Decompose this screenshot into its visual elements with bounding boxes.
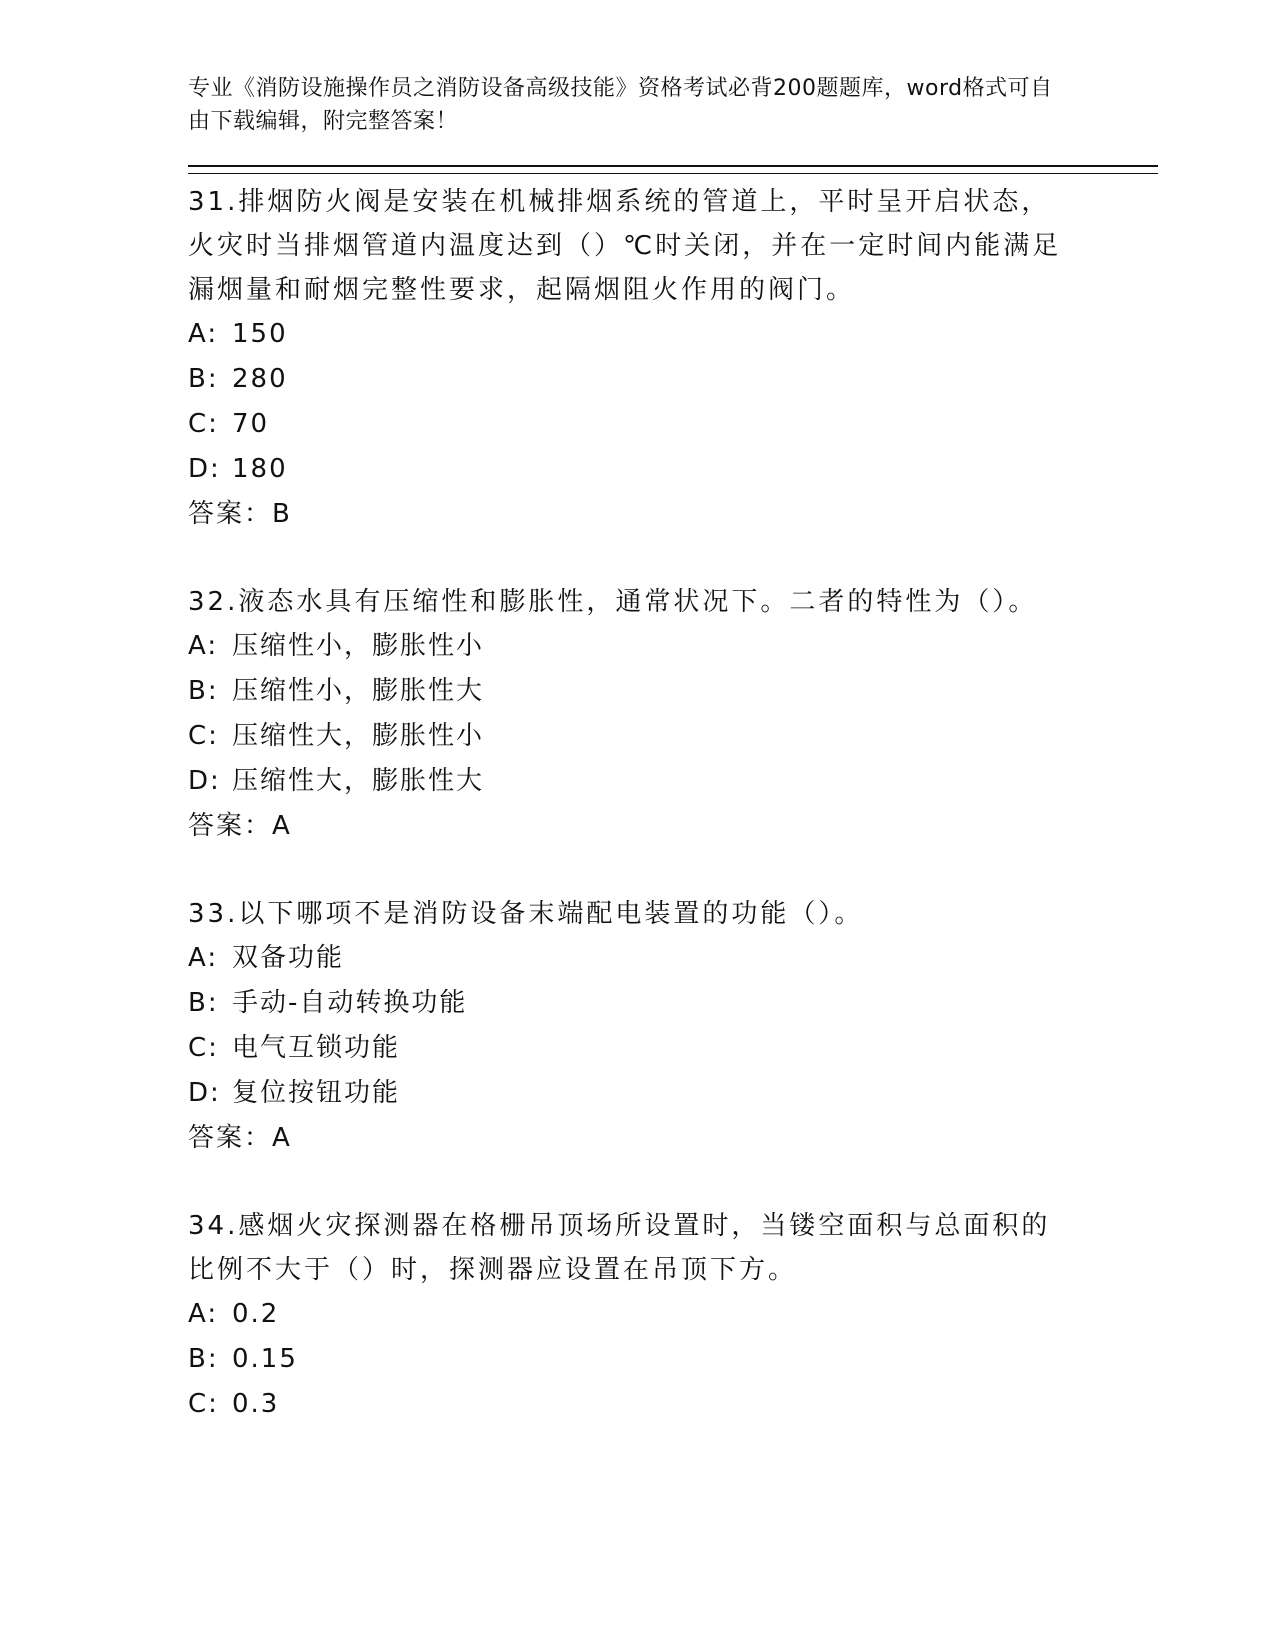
option-text: 70 bbox=[232, 409, 270, 439]
document-intro: 专业《消防设施操作员之消防设备高级技能》资格考试必背200题题库，word格式可自由下载编辑，附完整答案！ bbox=[188, 76, 1053, 134]
option-text: 180 bbox=[232, 454, 288, 484]
option-text: 压缩性小，膨胀性小 bbox=[232, 631, 485, 661]
option-label: B: bbox=[188, 1344, 219, 1374]
option-c bbox=[188, 714, 1108, 759]
question-stem: 31.排烟防火阀是安装在机械排烟系统的管道上，平时呈开启状态，火灾时当排烟管道内温度达到（）℃时关闭，并在一定时间内能满足漏烟量和耐烟完整性要求，起隔烟阻火作用的阀门。 bbox=[188, 187, 1062, 305]
option-c bbox=[188, 1026, 1108, 1071]
option-text: 复位按钮功能 bbox=[232, 1078, 401, 1108]
question-item bbox=[188, 1204, 1108, 1427]
document-page bbox=[188, 72, 1108, 1470]
option-a bbox=[188, 936, 1108, 981]
option-b bbox=[188, 669, 1108, 714]
option-b bbox=[188, 357, 1108, 402]
option-label: A: bbox=[188, 1299, 219, 1329]
answer-line: 答案：A bbox=[188, 1123, 292, 1153]
option-label: B: bbox=[188, 364, 219, 394]
question-stem: 34.感烟火灾探测器在格栅吊顶场所设置时，当镂空面积与总面积的比例不大于（）时，探测器应设置在吊顶下方。 bbox=[188, 1211, 1051, 1285]
option-text: 压缩性大，膨胀性小 bbox=[232, 721, 485, 751]
option-d bbox=[188, 1071, 1108, 1116]
option-label: D: bbox=[188, 454, 221, 484]
question-stem: 33.以下哪项不是消防设备末端配电装置的功能（）。 bbox=[188, 899, 864, 929]
option-b bbox=[188, 1337, 1108, 1382]
option-label: C: bbox=[188, 1033, 219, 1063]
option-label: A: bbox=[188, 631, 219, 661]
option-label: D: bbox=[188, 766, 221, 796]
option-text: 压缩性大，膨胀性大 bbox=[232, 766, 485, 796]
option-label: C: bbox=[188, 409, 219, 439]
option-a bbox=[188, 624, 1108, 669]
option-label: A: bbox=[188, 943, 219, 973]
option-text: 0.2 bbox=[232, 1299, 280, 1329]
option-label: A: bbox=[188, 319, 219, 349]
option-c bbox=[188, 402, 1108, 447]
option-text: 0.3 bbox=[232, 1389, 280, 1419]
option-label: B: bbox=[188, 676, 219, 706]
option-text: 手动-自动转换功能 bbox=[232, 988, 468, 1018]
option-d bbox=[188, 759, 1108, 804]
question-list bbox=[188, 180, 1108, 1427]
option-d bbox=[188, 447, 1108, 492]
question-item bbox=[188, 892, 1108, 1161]
option-text: 150 bbox=[232, 319, 288, 349]
option-b bbox=[188, 981, 1108, 1026]
option-text: 压缩性小，膨胀性大 bbox=[232, 676, 485, 706]
question-item bbox=[188, 180, 1108, 537]
question-item bbox=[188, 580, 1108, 849]
option-text: 双备功能 bbox=[232, 943, 345, 973]
option-text: 电气互锁功能 bbox=[232, 1033, 401, 1063]
header-divider bbox=[188, 165, 1158, 174]
option-text: 0.15 bbox=[232, 1344, 298, 1374]
option-c bbox=[188, 1382, 1108, 1427]
option-label: B: bbox=[188, 988, 219, 1018]
option-text: 280 bbox=[232, 364, 288, 394]
answer-line: 答案：B bbox=[188, 499, 292, 529]
answer-line: 答案：A bbox=[188, 811, 292, 841]
question-stem: 32.液态水具有压缩性和膨胀性，通常状况下。二者的特性为（）。 bbox=[188, 587, 1038, 617]
option-label: C: bbox=[188, 1389, 219, 1419]
option-a bbox=[188, 312, 1108, 357]
option-label: D: bbox=[188, 1078, 221, 1108]
option-a bbox=[188, 1292, 1108, 1337]
option-label: C: bbox=[188, 721, 219, 751]
